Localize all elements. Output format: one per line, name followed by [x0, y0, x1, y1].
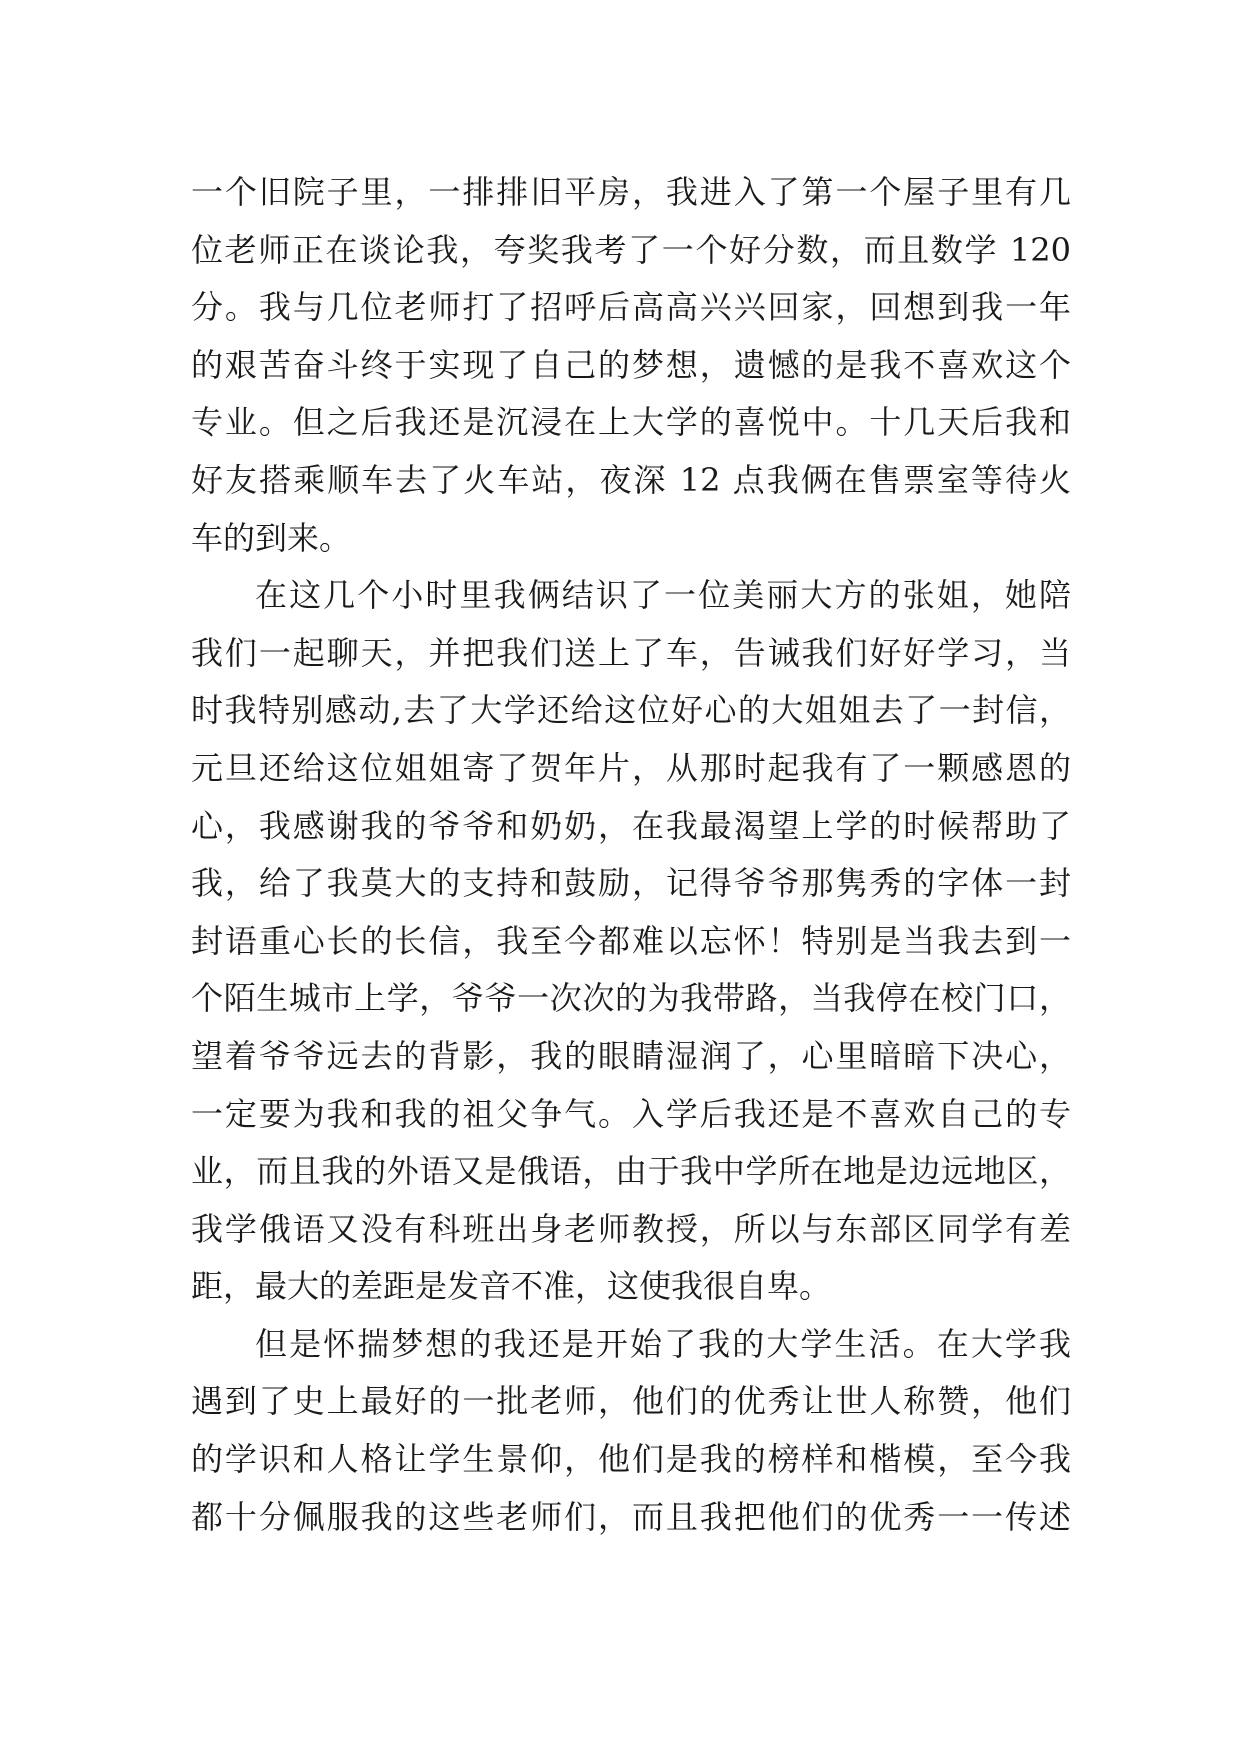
text-line: 封语重心长的长信，我至今都难以忘怀！特别是当我去到一: [191, 921, 1071, 960]
paragraph: [191, 164, 1071, 567]
paragraph: [191, 567, 1071, 1316]
text-line: 个陌生城市上学，爷爷一次次的为我带路，当我停在校门口，: [191, 979, 1071, 1018]
paragraph: [191, 1316, 1071, 1546]
text-line: 好友搭乘顺车去了火车站，夜深 12 点我俩在售票室等待火: [191, 460, 1071, 499]
text-line: 元旦还给这位姐姐寄了贺年片，从那时起我有了一颗感恩的: [191, 748, 1071, 787]
text-line: 车的到来。: [191, 518, 352, 557]
text-line: 但是怀揣梦想的我还是开始了我的大学生活。在大学我: [255, 1324, 1071, 1363]
text-line: 都十分佩服我的这些老师们，而且我把他们的优秀一一传述: [191, 1497, 1071, 1536]
text-line: 专业。但之后我还是沉浸在上大学的喜悦中。十几天后我和: [191, 403, 1071, 442]
text-line: 望着爷爷远去的背影，我的眼睛湿润了，心里暗暗下决心，: [191, 1036, 1071, 1075]
text-line: 我学俄语又没有科班出身老师教授，所以与东部区同学有差: [191, 1209, 1071, 1248]
text-line: 距，最大的差距是发音不准，这使我很自卑。: [191, 1267, 832, 1306]
text-line: 的学识和人格让学生景仰，他们是我的榜样和楷模，至今我: [191, 1440, 1071, 1479]
text-line: 的艰苦奋斗终于实现了自己的梦想，遗憾的是我不喜欢这个: [191, 345, 1071, 384]
text-line: 时我特别感动,去了大学还给这位好心的大姐姐去了一封信，: [191, 691, 1071, 730]
text-line: 在这几个小时里我俩结识了一位美丽大方的张姐，她陪: [255, 576, 1071, 615]
text-line: 业，而且我的外语又是俄语，由于我中学所在地是边远地区，: [191, 1152, 1071, 1191]
text-line: 一个旧院子里，一排排旧平房，我进入了第一个屋子里有几: [191, 173, 1071, 211]
text-line: 我们一起聊天，并把我们送上了车，告诫我们好好学习，当: [191, 633, 1071, 672]
text-line: 我，给了我莫大的支持和鼓励，记得爷爷那隽秀的字体一封: [191, 864, 1071, 903]
text-line: 遇到了史上最好的一批老师，他们的优秀让世人称赞，他们: [191, 1382, 1071, 1421]
text-line: 心，我感谢我的爷爷和奶奶，在我最渴望上学的时候帮助了: [191, 806, 1071, 845]
text-line: 位老师正在谈论我，夸奖我考了一个好分数，而且数学 120: [191, 230, 1071, 269]
text-line: 分。我与几位老师打了招呼后高高兴兴回家，回想到我一年: [191, 288, 1071, 327]
body-text: [191, 164, 1071, 1546]
text-line: 一定要为我和我的祖父争气。入学后我还是不喜欢自己的专: [191, 1094, 1071, 1133]
